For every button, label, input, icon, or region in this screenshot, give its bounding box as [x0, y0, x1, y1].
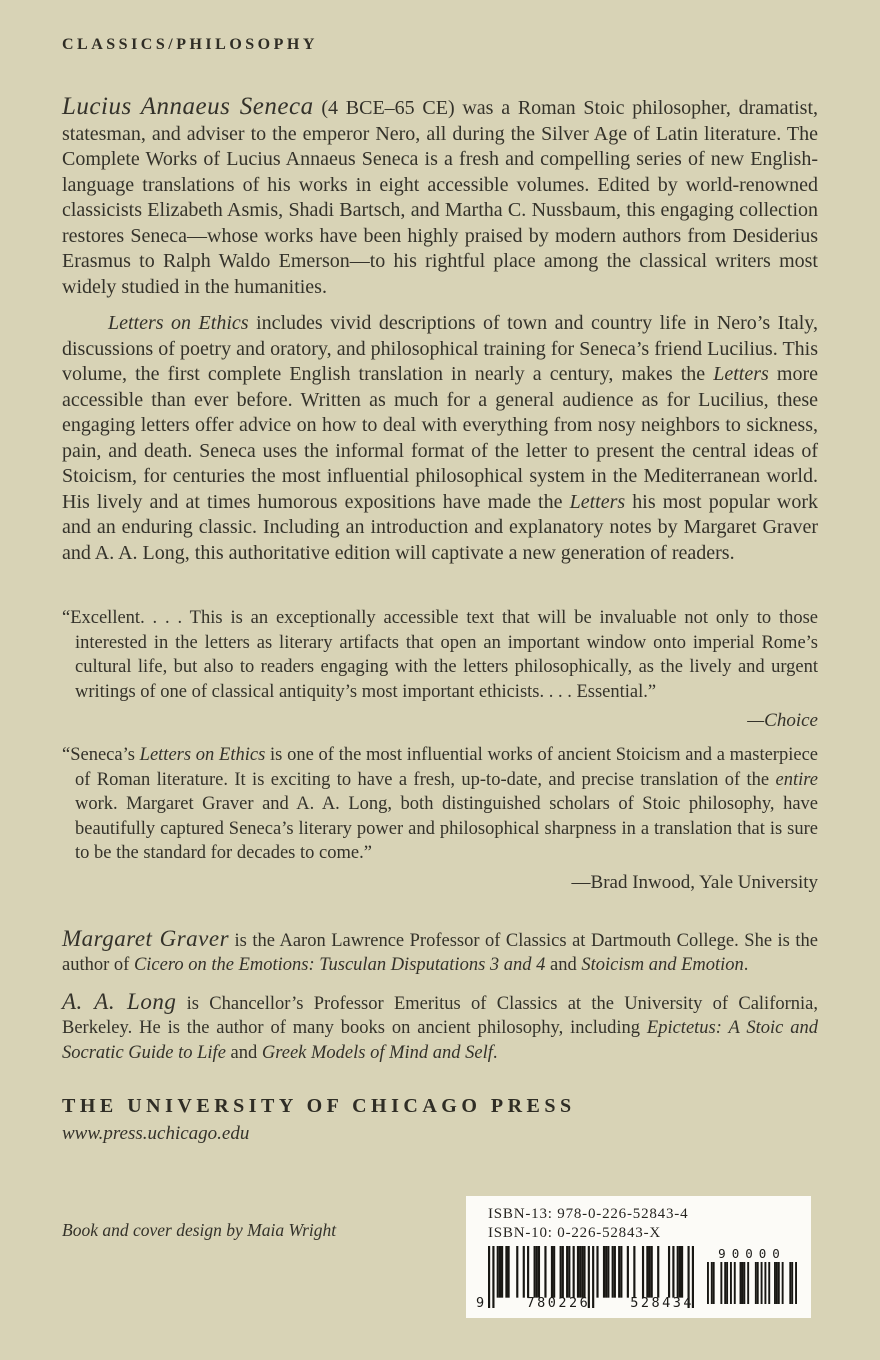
ean5-supplement-barcode [707, 1246, 797, 1304]
emphasis-entire: entire [775, 769, 818, 790]
review-attribution-2: —Brad Inwood, Yale University [571, 871, 818, 893]
isbn13-label: ISBN-13: 978-0-226-52843-4 [488, 1206, 689, 1222]
book-title-greek-models: Greek Models of Mind and Self [261, 1042, 493, 1063]
design-credit: Book and cover design by Maia Wright [62, 1220, 337, 1240]
description-paragraph-1 [62, 94, 818, 300]
author-name-long: A. A. Long [62, 988, 177, 1014]
review-quote-2: “Seneca’s Letters on Ethics is one of the most influential works of ancient Stoicism and a masterpiece of Roman literature. It is exciting to have a fresh, up-to-date, and precise translation of the entire work. Margaret Graver and A. A. Long, both distinguished scholars of Stoic philosophy, have beautifully captured Seneca’s literary power and philosophical sharpness in a translation that is sure to be the standard for decades to come.” [62, 745, 818, 863]
description-paragraph-1-text: (4 BCE–65 CE) was a Roman Stoic philosopher, dramatist, statesman, and adviser to the emperor Nero, all during the Silver Age of Latin literature. The Complete Works of Lucius Annaeus Seneca is a fresh and compelling series of new English-language translations of his works in eight accessible volumes. Edited by world-renowned classicists Elizabeth Asmis, Shadi Bartsch, and Martha C. Nussbaum, this engaging collection restores Seneca—whose works have been highly praised by modern authors from Desiderius Erasmus to Ralph Waldo Emerson—to his rightful place among the classical writers most widely studied in the humanities. [62, 97, 819, 298]
isbn10-label: ISBN-10: 0-226-52843-X [488, 1225, 662, 1241]
book-title-short-2: Letters [569, 490, 626, 513]
description-paragraph-2: Letters on Ethics includes vivid descriptions of town and country life in Nero’s Italy, discussions of poetry and oratory, and philosophical training for Seneca’s friend Lucilius. This volume, the first complete English translation in nearly a century, makes the Letters more accessible than ever before. Written as much for a general audience as for Lucilius, these engaging letters offer advice on how to deal with everything from nosy neighbors to sickness, pain, and death. Seneca uses the informal format of the letter to present the central ideas of Stoicism, for centuries the most influential philosophical system in the Mediterranean world. His lively and at times humorous expositions have made the Letters his most popular work and an enduring classic. Including an introduction and explanatory notes by Margaret Graver and A. A. Long, this authoritative edition will captivate a new generation of readers. [62, 312, 819, 564]
author-name-graver: Margaret Graver [62, 925, 230, 951]
ean13-digits: 9 780226 528434 [476, 1295, 694, 1311]
ean13-barcode [476, 1246, 694, 1311]
barcode-row [476, 1246, 797, 1311]
author-leadin-seneca: Lucius Annaeus Seneca [62, 93, 314, 120]
isbn-barcode-panel [466, 1196, 811, 1318]
book-title-cicero: Cicero on the Emotions: Tusculan Disputations 3 and 4 [133, 955, 546, 975]
book-title-leadin: Letters on Ethics [108, 312, 249, 334]
publisher-url: www.press.uchicago.edu [62, 1123, 250, 1144]
book-title-stoicism: Stoicism and Emotion [581, 955, 744, 975]
ean5-bars-icon [707, 1262, 797, 1304]
category-label: CLASSICS/PHILOSOPHY [62, 36, 318, 53]
ean5-digits: 90000 [718, 1246, 786, 1261]
publisher-name: THE UNIVERSITY OF CHICAGO PRESS [62, 1095, 576, 1117]
author-bio-graver: Margaret Graver is the Aaron Lawrence Professor of Classics at Dartmouth College. She is the author of Cicero on the Emotions: Tusculan Disputations 3 and 4 and Stoicism and Emotion. [62, 925, 818, 975]
book-title-in-quote: Letters on Ethics [139, 745, 266, 765]
book-title-epictetus: Epictetus: A Stoic and Socratic Guide to Life [62, 1018, 818, 1063]
author-bio-long: A. A. Long is Chancellor’s Professor Emeritus of Classics at the University of California, Berkeley. He is the author of many books on ancient philosophy, including Epictetus: A Stoic and Socratic Guide to Life and Greek Models of Mind and Self. [62, 988, 818, 1063]
review-quote-1: “Excellent. . . . This is an exceptionally accessible text that will be invaluable not only to those interested in the letters as literary artifacts that open an important window onto imperial Rome’s cultural life, but also to readers engaging with the letters philosophically, as the lively and urgent writings of one of classical antiquity’s most important ethicists. . . . Essential.” [62, 608, 818, 702]
book-title-short-1: Letters [713, 363, 769, 385]
review-attribution-1: —Choice [747, 710, 818, 731]
